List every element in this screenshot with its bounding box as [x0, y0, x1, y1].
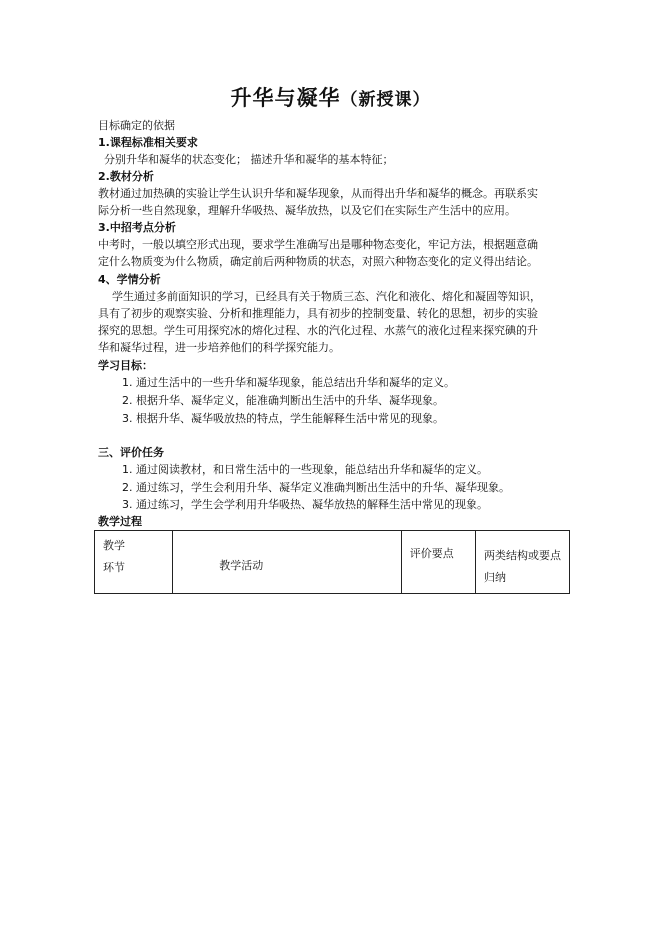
goal-item: 2. 根据升华、凝华定义，能准确判断出生活中的升华、凝华现象。 — [122, 394, 444, 407]
process-heading: 教学过程 — [98, 515, 142, 528]
header-activity-label: 教学活动 — [219, 559, 264, 572]
section-1-heading: 1.课程标准相关要求 — [98, 136, 198, 149]
section-4-heading: 4、学情分析 — [98, 273, 161, 286]
table-header-row — [95, 531, 570, 594]
evaluation-heading: 三、评价任务 — [98, 446, 164, 459]
section-3-heading: 3.中招考点分析 — [98, 221, 176, 234]
header-cell-activity — [173, 531, 402, 594]
goal-item: 1. 通过生活中的一些升华和凝华现象，能总结出升华和凝华的定义。 — [122, 376, 455, 389]
section-2-heading: 2.教材分析 — [98, 170, 154, 183]
evaluation-item: 1. 通过阅读教材，和日常生活中的一些现象，能总结出升华和凝华的定义。 — [122, 463, 488, 476]
page-title — [0, 82, 661, 112]
goals-heading: 学习目标： — [98, 359, 153, 372]
title-sub: （新授课） — [340, 90, 431, 110]
header-cell-summary — [476, 531, 570, 594]
header-cell-evaluation — [401, 531, 475, 594]
section-3-line: 定什么物质变为什么物质，确定前后两种物质的状态，对照六种物态变化的定义得出结论。 — [98, 255, 538, 268]
section-2-line: 教材通过加热碘的实验让学生认识升华和凝华现象，从而得出升华和凝华的概念。再联系实 — [98, 187, 538, 200]
header-cell-stage — [95, 531, 173, 594]
header-summary-line1: 两类结构或要点 — [484, 549, 561, 562]
section-3-line: 中考时，一般以填空形式出现，要求学生准确写出是哪种物态变化，牢记方法，根据题意确 — [98, 238, 538, 251]
evaluation-item: 2. 通过练习，学生会利用升华、凝华定义准确判断出生活中的升华、凝华现象。 — [122, 481, 510, 494]
section-4-line: 探究的思想。学生可用探究冰的熔化过程、水的汽化过程、水蒸气的液化过程来探究碘的升 — [98, 324, 538, 337]
section-1-text: 分别升华和凝华的状态变化； 描述升华和凝华的基本特征； — [104, 153, 394, 166]
header-summary-line2: 归纳 — [484, 571, 506, 584]
teaching-process-table — [94, 530, 570, 594]
header-stage-line1: 教学 — [103, 539, 125, 552]
section-4-line: 华和凝华过程，进一步培养他们的科学探究能力。 — [98, 341, 340, 354]
section-4-line: 具有了初步的观察实验、分析和推理能力，具有初步的控制变量、转化的思想，初步的实验 — [98, 307, 538, 320]
title-main: 升华与凝华 — [230, 85, 341, 110]
basis-heading: 目标确定的依据 — [98, 119, 175, 132]
section-4-line: 学生通过多前面知识的学习，已经具有关于物质三态、汽化和液化、熔化和凝固等知识， — [98, 290, 541, 303]
goal-item: 3. 根据升华、凝华吸放热的特点，学生能解释生活中常见的现象。 — [122, 412, 444, 425]
header-stage-line2: 环节 — [103, 561, 125, 574]
evaluation-item: 3. 通过练习，学生会学利用升华吸热、凝华放热的解释生活中常见的现象。 — [122, 498, 488, 511]
header-evaluation-label: 评价要点 — [409, 547, 454, 560]
section-2-line: 际分析一些自然现象，理解升华吸热、凝华放热，以及它们在实际生产生活中的应用。 — [98, 204, 516, 217]
